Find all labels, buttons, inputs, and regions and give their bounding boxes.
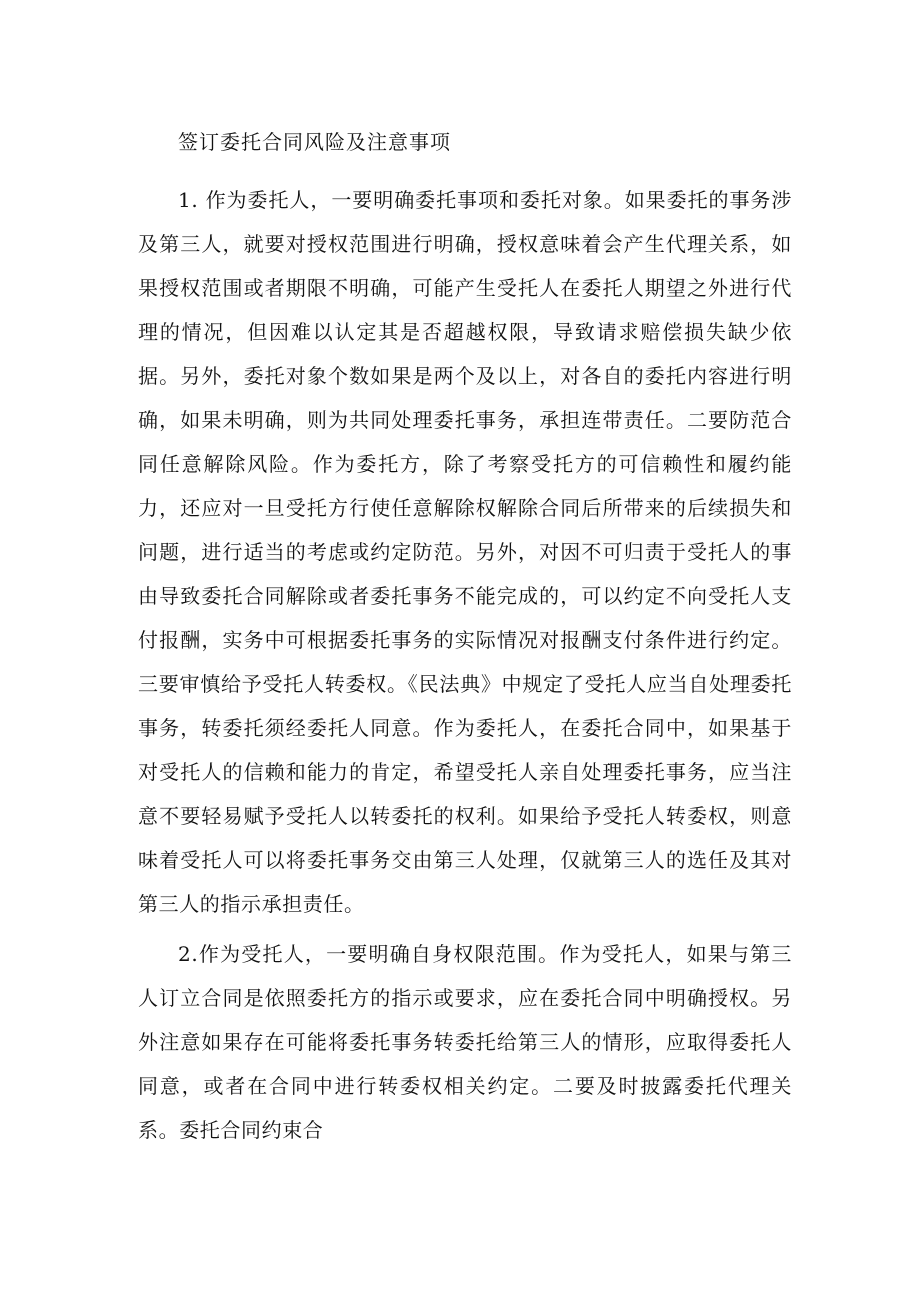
paragraph-agent-duties: 2.作为受托人，一要明确自身权限范围。作为受托人，如果与第三人订立合同是依照委托方的指示或要求，应在委托合同中明确授权。另外注意如果存在可能将委托事务转委托给第三人的情形，应取得委托人同意，或者在合同中进行转委权相关约定。二要及时披露委托代理关系。委托合同约束合 xyxy=(138,942,792,1142)
document-title: 签订委托合同风险及注意事项 xyxy=(178,130,451,154)
document-body xyxy=(138,120,792,1158)
paragraph-delegator-duties: 1. 作为委托人，一要明确委托事项和委托对象。如果委托的事务涉及第三人，就要对授权范围进行明确，授权意味着会产生代理关系，如果授权范围或者期限不明确，可能产生受托人在委托人期望之外进行代理的情况，但因难以认定其是否超越权限，导致请求赔偿损失缺少依据。另外，委托对象个数如果是两个及以上，对各自的委托内容进行明确，如果未明确，则为共同处理委托事务，承担连带责任。二要防范合同任意解除风险。作为委托方，除了考察受托方的可信赖性和履约能力，还应对一旦受托方行使任意解除权解除合同后所带来的后续损失和问题，进行适当的考虑或约定防范。另外，对因不可归责于受托人的事由导致委托合同解除或者委托事务不能完成的，可以约定不向受托人支付报酬，实务中可根据委托事务的实际情况对报酬支付条件进行约定。三要审慎给予受托人转委权。《民法典》中规定了受托人应当自处理委托事务，转委托须经委托人同意。作为委托人，在委托合同中，如果基于对受托人的信赖和能力的肯定，希望受托人亲自处理委托事务，应当注意不要轻易赋予受托人以转委托的权利。如果给予受托人转委权，则意味着受托人可以将委托事务交由第三人处理，仅就第三人的选任及其对第三人的指示承担责任。 xyxy=(138,188,792,916)
